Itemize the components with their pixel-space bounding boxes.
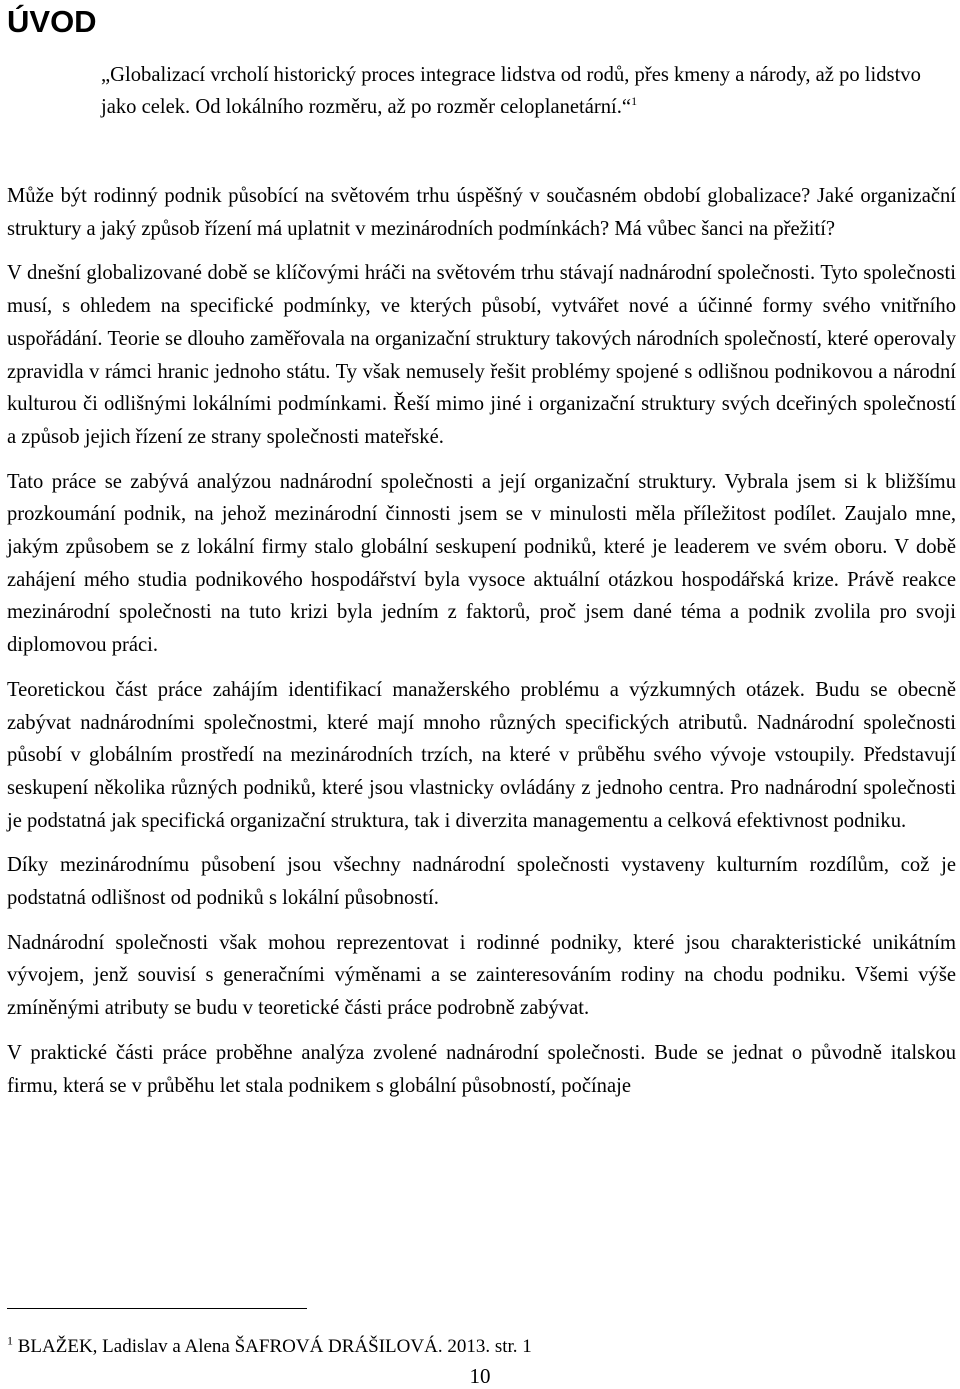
footnote-divider — [7, 1308, 307, 1309]
footnote-marker: 1 — [7, 1333, 13, 1348]
paragraph: Nadnárodní společnosti však mohou reprezentovat i rodinné podniky, které jsou charakteristické unikátním vývojem, jenž souvisí s generačními výměnami a se zainteresováním rodiny na chodu podniku. Všemi výše zmíněnými atributy se budu v teoretické části práce podrobně zabývat. — [7, 931, 956, 1020]
paragraph: Tato práce se zabývá analýzou nadnárodní společnosti a její organizační struktury. Vybrala jsem si k bližšímu prozkoumání podnik, na jehož mezinárodní činnosti jsem se v minulosti měla příležitost podílet. Zaujalo mne, jakým způsobem se z lokální firmy stalo globální seskupení podniků, které je leaderem ve svém oboru. V době zahájení mého studia podnikového hospodářství byla vysoce aktuální otázkou hospodářská krize. Právě reakce mezinárodní společnosti na tuto krizi byla jedním z faktorů, proč jsem dané téma a podnik zvolila pro svoji diplomovou práci. — [7, 470, 956, 657]
body-text — [7, 180, 956, 1102]
quote-footnote-marker[interactable]: 1 — [631, 94, 638, 109]
paragraph: Teoretickou část práce zahájím identifikací manažerského problému a výzkumných otázek. Budu se obecně zabývat nadnárodními společnostmi, které mají mnoho různých specifických atributů. Nadnárodní společnosti působí v globálním prostředí na mezinárodních trzích, na které v průběhu svého vývoje vstoupily. Představují seskupení několika různých podniků, které jsou vlastnicky ovládány z jednoho centra. Pro nadnárodní společnosti je podstatná jak specifická organizační struktura, tak i diverzita managementu a celková efektivnost podniku. — [7, 678, 956, 832]
paragraph: Díky mezinárodnímu působení jsou všechny nadnárodní společnosti vystaveny kulturním rozdílům, což je podstatná odlišnost od podniků s lokální působností. — [7, 854, 956, 910]
paragraph: Může být rodinný podnik působící na světovém trhu úspěšný v současném období globalizace? Jaké organizační struktury a jaký způsob řízení má uplatnit v mezinárodních podmínkách? Má vůbec šanci na přežití? — [7, 185, 956, 240]
paragraph: V dnešní globalizované době se klíčovými hráči na světovém trhu stávají nadnárodní společnosti. Tyto společnosti musí, s ohledem na specifické podmínky, ve kterých působí, vytvářet nové a účinné formy svého vnitřního uspořádání. Teorie se dlouho zaměřovala na organizační struktury takových národních společností, které operovaly zpravidla v rámci hranic jednoho státu. Ty však nemusely řešit problémy spojené s odlišnou podnikovou a národní kulturou či odlišnými lokálními podmínkami. Řeší mimo jiné i organizační struktury svých dceřiných společností a způsob jejich řízení ze strany společnosti mateřské. — [7, 262, 956, 448]
paragraph: V praktické části práce proběhne analýza zvolené nadnárodní společnosti. Bude se jednat o původně italskou firmu, která se v průběhu let stala podnikem s globální působností, počínaje — [7, 1041, 956, 1097]
section-heading: ÚVOD — [7, 4, 97, 39]
page-number: 10 — [469, 1364, 491, 1388]
epigraph-quote — [101, 59, 954, 123]
quote-text: „Globalizací vrcholí historický proces integrace lidstva od rodů, přes kmeny a národy, až po lidstvo jako celek. Od lokálního rozměru, až po rozměr celoplanetární.“ — [101, 64, 921, 118]
footnote — [7, 1334, 532, 1360]
footnote-text: BLAŽEK, Ladislav a Alena ŠAFROVÁ DRÁŠILOVÁ. 2013. str. 1 — [17, 1336, 532, 1357]
